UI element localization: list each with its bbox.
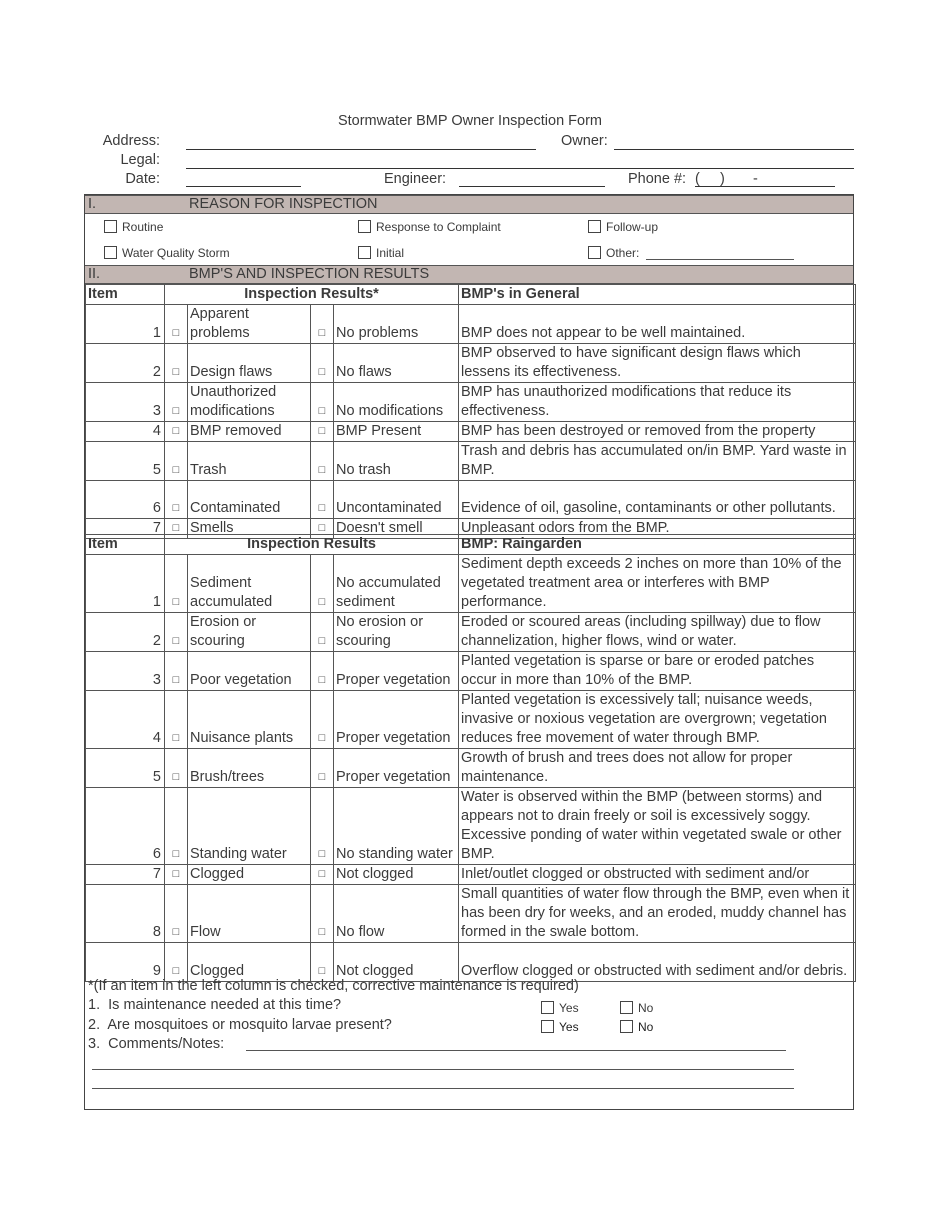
phone-label: Phone #: [628,171,687,187]
section1-number: I. [88,196,97,212]
section1-bar [85,195,853,214]
problem-label: Nuisance plants [188,691,311,749]
item-number: 6 [86,788,165,865]
problem-label: Flow [188,885,311,943]
problem-checkbox[interactable]: □ [165,691,188,749]
mosquitoes-yes-label: Yes [559,1020,579,1034]
table-row [86,613,856,652]
problem-checkbox[interactable]: □ [165,305,188,344]
ok-label: No problems [334,305,459,344]
item-number: 4 [86,422,165,442]
ok-label: Doesn't smell [334,519,459,539]
description: BMP has unauthorized modifications that reduce its effectiveness. [459,383,856,422]
corrective-note: *(If an item in the left column is checked, corrective maintenance is required) [88,978,579,994]
problem-checkbox[interactable]: □ [165,519,188,539]
legal-label: Legal: [120,152,160,168]
mosquitoes-yes-checkbox[interactable] [541,1020,554,1033]
item-number: 2 [86,344,165,383]
ok-label: No flaws [334,344,459,383]
description: BMP observed to have significant design flaws which lessens its effectiveness. [459,344,856,383]
phone-field[interactable] [695,186,835,187]
problem-label: Clogged [188,865,311,885]
ok-label: Not clogged [334,943,459,982]
problem-checkbox[interactable]: □ [165,555,188,613]
ok-checkbox[interactable]: □ [311,481,334,519]
table-row [86,422,856,442]
description: Inlet/outlet clogged or obstructed with sediment and/or [459,865,856,885]
description: BMP has been destroyed or removed from the property [459,422,856,442]
description: Unpleasant odors from the BMP. [459,519,856,539]
problem-checkbox[interactable]: □ [165,749,188,788]
table-row [86,788,856,865]
follow-up-label: Follow-up [606,220,659,234]
table-row [86,943,856,982]
description: Planted vegetation is excessively tall; nuisance weeds, invasive or noxious vegetation are overgrown; vegetation reduces free movement of water through BMP. [459,691,856,749]
other-label: Other: [606,246,640,260]
section2-title: BMP'S AND INSPECTION RESULTS [189,266,430,282]
problem-label: Brush/trees [188,749,311,788]
description: Sediment depth exceeds 2 inches on more than 10% of the vegetated treatment area or interferes with BMP performance. [459,555,856,613]
table-row [86,344,856,383]
maintenance-yes-checkbox[interactable] [541,1001,554,1014]
problem-checkbox[interactable]: □ [165,788,188,865]
problem-checkbox[interactable]: □ [165,613,188,652]
general-results-table [85,284,856,539]
ok-label: No standing water [334,788,459,865]
comments-line-3[interactable] [92,1088,794,1089]
problem-label: Clogged [188,943,311,982]
routine-checkbox[interactable] [104,220,117,233]
address-field[interactable] [186,149,536,150]
ok-checkbox[interactable]: □ [311,943,334,982]
other-checkbox[interactable] [588,246,601,259]
ok-checkbox[interactable]: □ [311,749,334,788]
problem-checkbox[interactable]: □ [165,865,188,885]
problem-label: Apparent problems [188,305,311,344]
ok-label: No modifications [334,383,459,422]
ok-checkbox[interactable]: □ [311,422,334,442]
problem-checkbox[interactable]: □ [165,885,188,943]
form-title: Stormwater BMP Owner Inspection Form [337,113,603,129]
complaint-checkbox[interactable] [358,220,371,233]
problem-label: Design flaws [188,344,311,383]
problem-label: BMP removed [188,422,311,442]
comments-line-2[interactable] [92,1069,794,1070]
water-quality-storm-checkbox[interactable] [104,246,117,259]
ok-label: No erosion or scouring [334,613,459,652]
raingarden-results-table [85,534,856,982]
item-number: 3 [86,652,165,691]
item-header: Item [86,535,165,555]
routine-label: Routine [122,220,164,234]
table-row [86,865,856,885]
table-row [86,383,856,422]
section2-number: II. [88,266,101,282]
ok-checkbox[interactable]: □ [311,652,334,691]
ok-label: Uncontaminated [334,481,459,519]
owner-field[interactable] [614,149,854,150]
section1-title: REASON FOR INSPECTION [189,196,378,212]
question-mosquitoes: 2. Are mosquitoes or mosquito larvae present? [88,1017,392,1033]
item-number: 8 [86,885,165,943]
ok-checkbox[interactable]: □ [311,691,334,749]
table-row [86,481,856,519]
phone-mask: ( ) - [695,171,758,187]
ok-checkbox[interactable]: □ [311,344,334,383]
item-number: 4 [86,691,165,749]
problem-label: Smells [188,519,311,539]
problem-label: Unauthorized modifications [188,383,311,422]
description: BMP does not appear to be well maintained. [459,305,856,344]
problem-checkbox[interactable]: □ [165,383,188,422]
mosquitoes-no-checkbox[interactable] [620,1020,633,1033]
item-header: Item [86,285,165,305]
date-label: Date: [125,171,160,187]
item-number: 6 [86,481,165,519]
item-number: 5 [86,749,165,788]
problem-label: Poor vegetation [188,652,311,691]
item-number: 1 [86,555,165,613]
description: Eroded or scoured areas (including spillway) due to flow channelization, higher flows, wind or water. [459,613,856,652]
problem-checkbox[interactable]: □ [165,344,188,383]
description: Planted vegetation is sparse or bare or eroded patches occur in more than 10% of the BMP. [459,652,856,691]
ok-label: No trash [334,442,459,481]
section2-bar [85,265,853,284]
table-row [86,442,856,481]
description: Overflow clogged or obstructed with sediment and/or debris. [459,943,856,982]
ok-checkbox[interactable]: □ [311,788,334,865]
problem-label: Trash [188,442,311,481]
maintenance-yes-label: Yes [559,1001,579,1015]
ok-checkbox[interactable]: □ [311,305,334,344]
problem-label: Erosion or scouring [188,613,311,652]
ok-checkbox[interactable]: □ [311,885,334,943]
description: Growth of brush and trees does not allow for proper maintenance. [459,749,856,788]
problem-checkbox[interactable]: □ [165,422,188,442]
results-header: Inspection Results* [165,285,459,305]
item-number: 1 [86,305,165,344]
description: Water is observed within the BMP (between storms) and appears not to drain freely or soil is excessively soggy. Excessive ponding of water within vegetated swale or other BMP. [459,788,856,865]
engineer-field[interactable] [459,186,605,187]
question-maintenance: 1. Is maintenance needed at this time? [88,997,342,1013]
problem-checkbox[interactable]: □ [165,481,188,519]
table-row [86,652,856,691]
date-field[interactable] [186,186,301,187]
problem-checkbox[interactable]: □ [165,442,188,481]
table-row [86,885,856,943]
problem-checkbox[interactable]: □ [165,943,188,982]
problem-label: Sediment accumulated [188,555,311,613]
ok-label: Proper vegetation [334,691,459,749]
ok-label: BMP Present [334,422,459,442]
item-number: 7 [86,519,165,539]
question-comments: 3. Comments/Notes: [88,1036,225,1052]
problem-label: Contaminated [188,481,311,519]
owner-label: Owner: [561,133,608,149]
ok-label: No flow [334,885,459,943]
water-quality-storm-label: Water Quality Storm [122,246,230,260]
description: Evidence of oil, gasoline, contaminants or other pollutants. [459,481,856,519]
follow-up-checkbox[interactable] [588,220,601,233]
maintenance-no-label: No [638,1001,654,1015]
table-row [86,305,856,344]
initial-checkbox[interactable] [358,246,371,259]
ok-checkbox[interactable]: □ [311,442,334,481]
table-row [86,691,856,749]
problem-label: Standing water [188,788,311,865]
ok-checkbox[interactable]: □ [311,383,334,422]
table-row [86,555,856,613]
description: Small quantities of water flow through the BMP, even when it has been dry for weeks, and an eroded, muddy channel has formed in the swale bottom. [459,885,856,943]
initial-label: Initial [376,246,405,260]
maintenance-no-checkbox[interactable] [620,1001,633,1014]
item-number: 2 [86,613,165,652]
ok-checkbox[interactable]: □ [311,613,334,652]
legal-field[interactable] [186,168,854,169]
item-number: 7 [86,865,165,885]
complaint-label: Response to Complaint [376,220,501,234]
ok-checkbox[interactable]: □ [311,519,334,539]
table-row [86,749,856,788]
ok-label: Proper vegetation [334,749,459,788]
ok-label: Proper vegetation [334,652,459,691]
ok-checkbox[interactable]: □ [311,865,334,885]
mosquitoes-no-label: No [638,1020,654,1034]
ok-checkbox[interactable]: □ [311,555,334,613]
other-field[interactable] [646,259,794,260]
problem-checkbox[interactable]: □ [165,652,188,691]
results-header: Inspection Results [165,535,459,555]
engineer-label: Engineer: [384,171,447,187]
description-header: BMP: Raingarden [459,535,856,555]
item-number: 3 [86,383,165,422]
comments-line-1[interactable] [246,1050,786,1051]
item-number: 5 [86,442,165,481]
item-number: 9 [86,943,165,982]
ok-label: Not clogged [334,865,459,885]
description-header: BMP's in General [459,285,856,305]
address-label: Address: [102,133,160,149]
ok-label: No accumulated sediment [334,555,459,613]
description: Trash and debris has accumulated on/in BMP. Yard waste in BMP. [459,442,856,481]
